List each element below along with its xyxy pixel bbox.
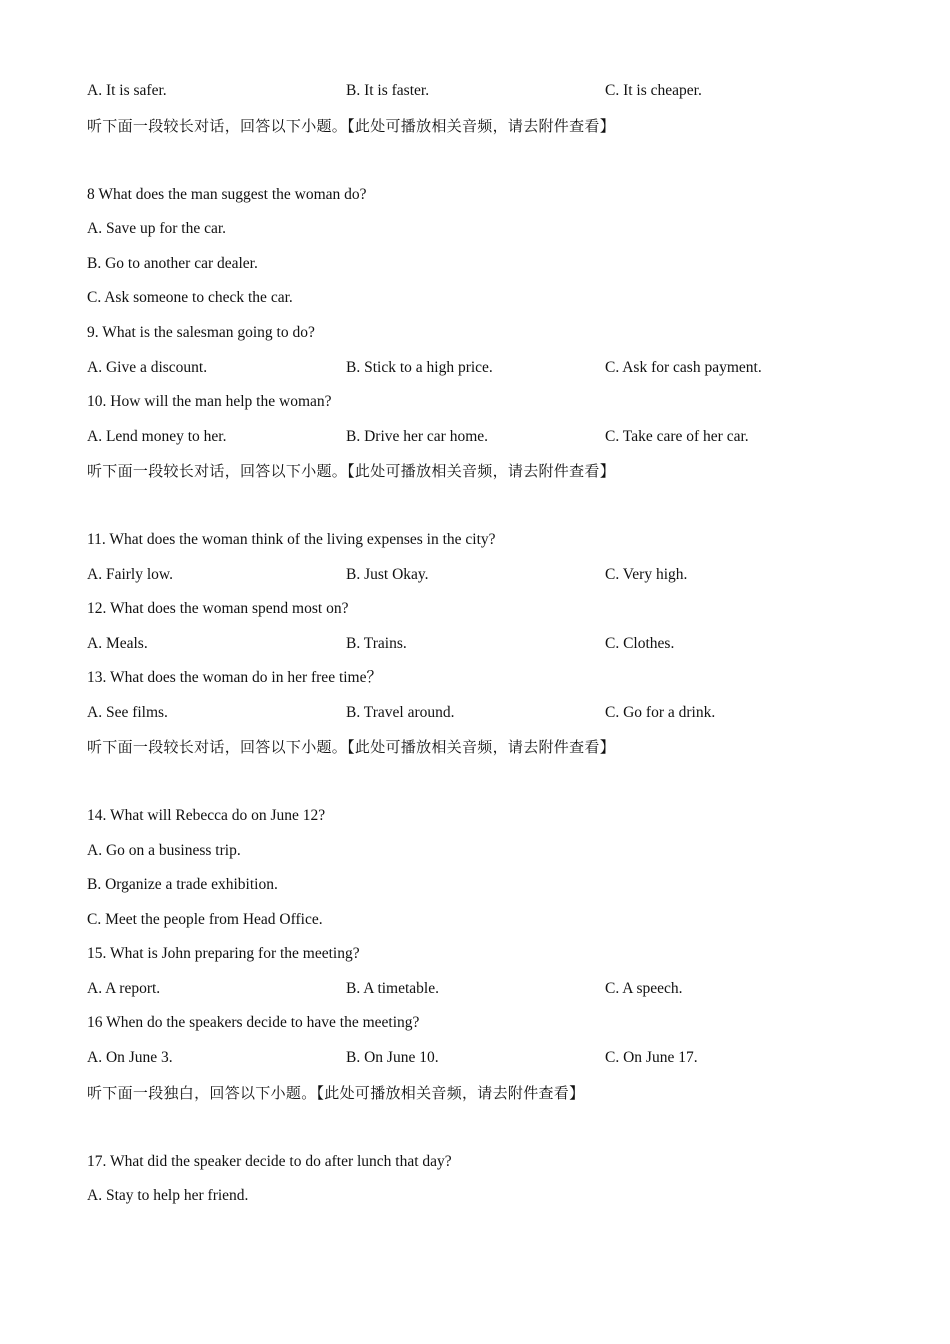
question-16: 16 When do the speakers decide to have the meeting? [87, 1014, 420, 1031]
question-12: 12. What does the woman spend most on? [87, 600, 349, 617]
listening-instruction: 听下面一段较长对话，回答以下小题。【此处可播放相关音频，请去附件查看】 [87, 462, 616, 480]
q8-option-a: A. Save up for the car. [87, 220, 227, 237]
listening-instruction: 听下面一段较长对话，回答以下小题。【此处可播放相关音频，请去附件查看】 [87, 117, 616, 135]
q14-option-a: A. Go on a business trip. [87, 842, 241, 859]
q10-option-b: B. Drive her car home. [346, 428, 489, 445]
q7-option-b: B. It is faster. [346, 82, 430, 99]
q9-option-b: B. Stick to a high price. [346, 359, 493, 376]
listening-instruction: 听下面一段较长对话，回答以下小题。【此处可播放相关音频，请去附件查看】 [87, 738, 616, 756]
question-15: 15. What is John preparing for the meeting? [87, 945, 360, 962]
q16-option-b: B. On June 10. [346, 1049, 439, 1066]
q11-option-c: C. Very high. [605, 566, 688, 583]
q12-option-c: C. Clothes. [605, 635, 675, 652]
q9-option-a: A. Give a discount. [87, 359, 208, 376]
q14-option-c: C. Meet the people from Head Office. [87, 911, 323, 928]
q11-option-b: B. Just Okay. [346, 566, 429, 583]
q7-option-a: A. It is safer. [87, 82, 167, 99]
q15-option-a: A. A report. [87, 980, 161, 997]
q12-option-b: B. Trains. [346, 635, 407, 652]
q13-option-c: C. Go for a drink. [605, 704, 716, 721]
q8-option-b: B. Go to another car dealer. [87, 255, 258, 272]
question-14: 14. What will Rebecca do on June 12? [87, 807, 326, 824]
question-10: 10. How will the man help the woman? [87, 393, 332, 410]
q13-option-a: A. See films. [87, 704, 168, 721]
question-13: 13. What does the woman do in her free time？ [87, 669, 382, 686]
q16-option-a: A. On June 3. [87, 1049, 173, 1066]
q17-option-a: A. Stay to help her friend. [87, 1187, 249, 1204]
question-9: 9. What is the salesman going to do? [87, 324, 315, 341]
listening-instruction: 听下面一段独白，回答以下小题。【此处可播放相关音频，请去附件查看】 [87, 1084, 585, 1102]
question-17: 17. What did the speaker decide to do after lunch that day? [87, 1153, 452, 1170]
question-11: 11. What does the woman think of the living expenses in the city? [87, 531, 496, 548]
q11-option-a: A. Fairly low. [87, 566, 173, 583]
q7-option-c: C. It is cheaper. [605, 82, 702, 99]
q10-option-a: A. Lend money to her. [87, 428, 227, 445]
q15-option-b: B. A timetable. [346, 980, 439, 997]
q10-option-c: C. Take care of her car. [605, 428, 749, 445]
q15-option-c: C. A speech. [605, 980, 683, 997]
q14-option-b: B. Organize a trade exhibition. [87, 876, 278, 893]
q9-option-c: C. Ask for cash payment. [605, 359, 762, 376]
q16-option-c: C. On June 17. [605, 1049, 698, 1066]
q13-option-b: B. Travel around. [346, 704, 455, 721]
q12-option-a: A. Meals. [87, 635, 148, 652]
question-8: 8 What does the man suggest the woman do? [87, 186, 367, 203]
q8-option-c: C. Ask someone to check the car. [87, 289, 293, 306]
